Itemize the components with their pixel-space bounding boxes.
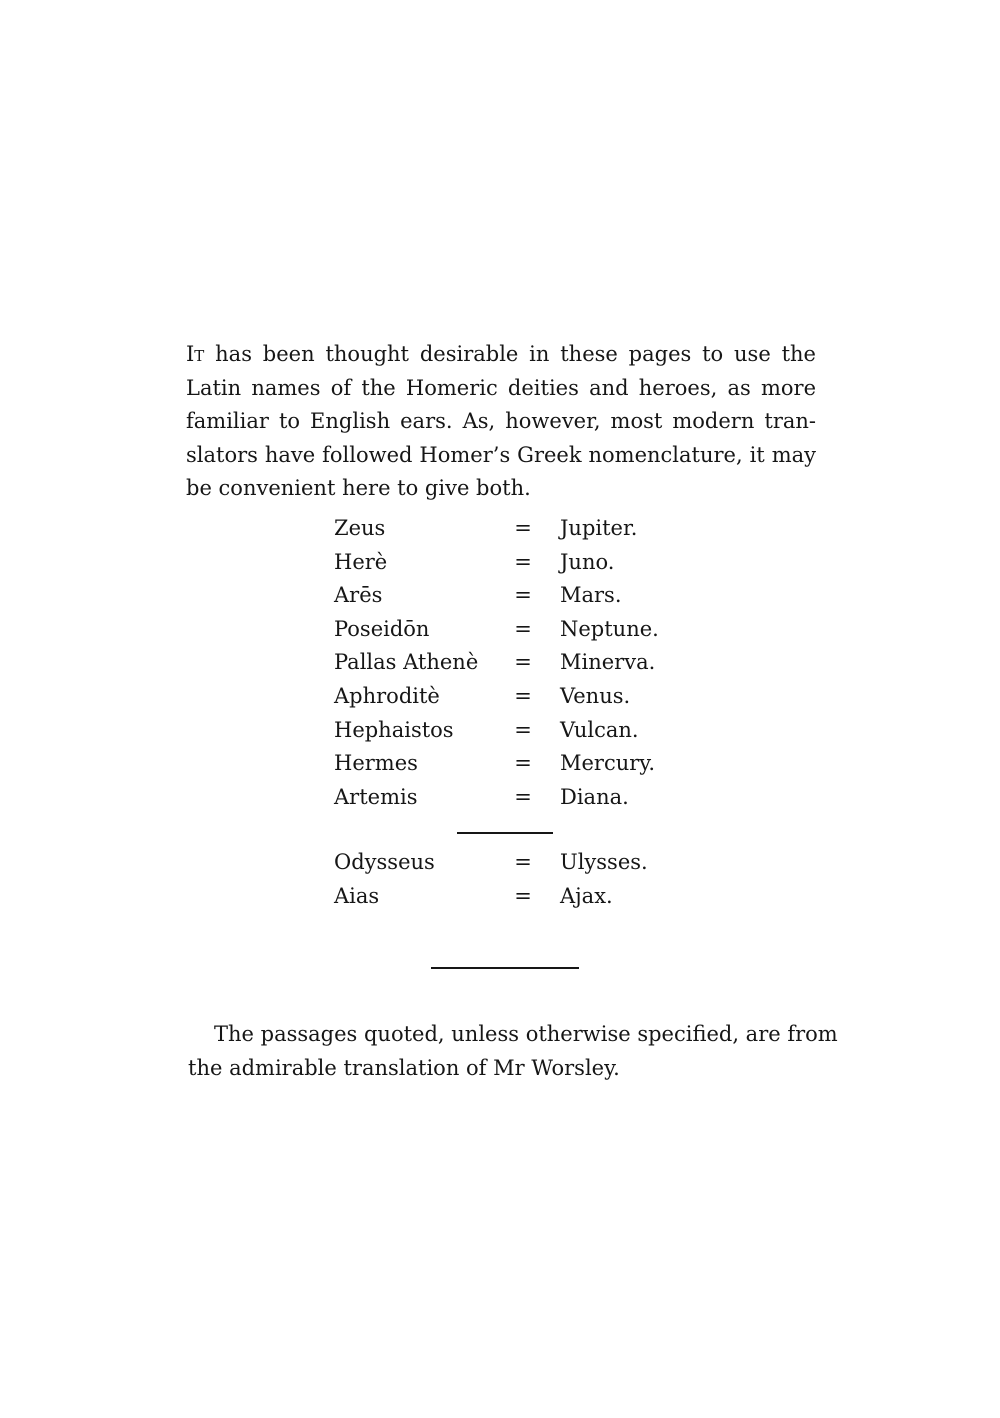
name-row: [334, 747, 674, 781]
name-row: [334, 646, 674, 680]
latin-name: Juno.: [560, 549, 615, 574]
page-divider: [431, 967, 579, 969]
equals-sign: =: [514, 616, 532, 641]
latin-name: Mars.: [560, 583, 622, 608]
equals-sign: =: [514, 850, 532, 874]
greek-name: Hermes: [334, 751, 418, 776]
intro-paragraph: [186, 338, 816, 506]
greek-name: Aias: [334, 883, 380, 908]
greek-name: Odysseus: [334, 850, 435, 874]
greek-name: Hephaistos: [334, 717, 454, 742]
equals-sign: =: [514, 717, 532, 742]
hero-name-table: [334, 846, 674, 913]
name-row: [334, 512, 674, 546]
equals-sign: =: [514, 683, 532, 708]
latin-name: Venus.: [560, 683, 631, 708]
latin-name: Neptune.: [560, 616, 659, 641]
equals-sign: =: [514, 583, 532, 608]
name-row: [334, 613, 674, 647]
equals-sign: =: [514, 751, 532, 776]
equals-sign: =: [514, 784, 532, 809]
greek-name: Zeus: [334, 516, 386, 540]
latin-name: Minerva.: [560, 650, 656, 675]
intro-line-text: has been thought desirable in these pages to use the: [204, 342, 816, 366]
latin-name: Ulysses.: [560, 850, 648, 874]
latin-name: Jupiter.: [560, 516, 638, 540]
name-row: [334, 880, 674, 914]
latin-name: Ajax.: [560, 883, 613, 908]
name-row: [334, 846, 674, 880]
intro-line: familiar to English ears. As, however, most modern tran-: [186, 409, 816, 434]
greek-name: Artemis: [334, 784, 418, 809]
note-line: the admirable translation of Mr Worsley.: [188, 1055, 620, 1080]
equals-sign: =: [514, 650, 532, 675]
greek-name: Arēs: [334, 583, 383, 608]
name-row: [334, 781, 674, 815]
intro-line: be convenient here to give both.: [186, 476, 531, 501]
name-row: [334, 579, 674, 613]
intro-lead-word: It: [186, 342, 205, 366]
latin-name: Mercury.: [560, 751, 656, 776]
greek-name: Pallas Athenè: [334, 650, 479, 675]
greek-name: Herè: [334, 549, 388, 574]
intro-line: slators have followed Homer’s Greek nomenclature, it may: [186, 442, 816, 467]
name-row: [334, 680, 674, 714]
deity-name-table: [334, 512, 674, 814]
latin-name: Diana.: [560, 784, 629, 809]
intro-line: [186, 338, 816, 372]
equals-sign: =: [514, 549, 532, 574]
greek-name: Poseidōn: [334, 616, 430, 641]
note-line: The passages quoted, unless otherwise specified, are from: [214, 1022, 838, 1046]
name-row: [334, 546, 674, 580]
greek-name: Aphroditè: [334, 683, 440, 708]
equals-sign: =: [514, 516, 532, 540]
equals-sign: =: [514, 883, 532, 908]
translation-note: [188, 1018, 838, 1085]
latin-name: Vulcan.: [560, 717, 639, 742]
intro-line: Latin names of the Homeric deities and heroes, as more: [186, 375, 816, 400]
name-row: [334, 714, 674, 748]
section-divider: [457, 832, 553, 834]
